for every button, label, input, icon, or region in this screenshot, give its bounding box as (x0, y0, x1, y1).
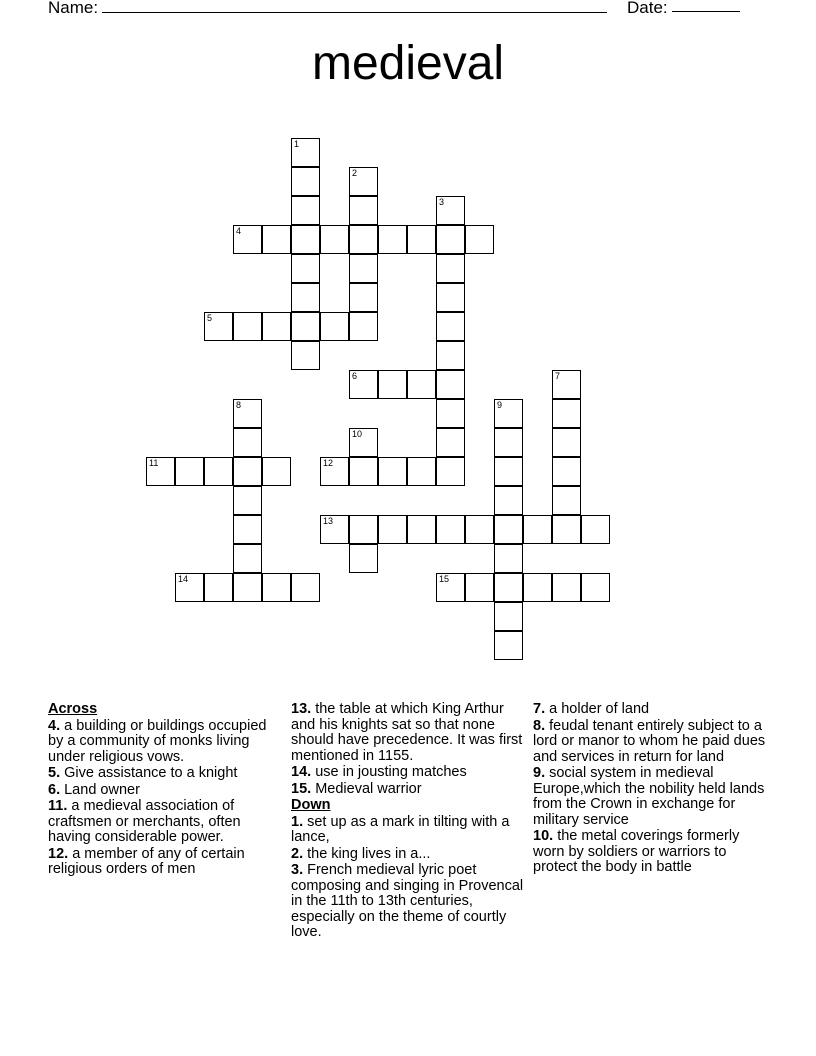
grid-cell[interactable] (552, 399, 581, 428)
clue-item (48, 766, 284, 782)
clue-item-number: 4. (48, 717, 61, 734)
grid-cell[interactable] (436, 573, 465, 602)
grid-cell[interactable] (378, 515, 407, 544)
grid-cell[interactable] (378, 457, 407, 486)
clue-number: 13 (323, 516, 334, 526)
grid-cell[interactable] (349, 457, 378, 486)
grid-cell[interactable] (436, 283, 465, 312)
puzzle-title: medieval (311, 37, 505, 90)
grid-cell[interactable] (349, 544, 378, 573)
clue-item (533, 702, 769, 718)
grid-cell[interactable] (233, 428, 262, 457)
grid-cell[interactable] (581, 515, 610, 544)
clue-item-text: Give assistance to a knight (60, 765, 238, 781)
grid-cell[interactable] (552, 515, 581, 544)
clue-item-text: set up as a mark in tilting with a lance, (291, 813, 510, 845)
clue-section-heading: Down (291, 797, 331, 813)
clue-number: 8 (236, 400, 242, 410)
grid-cell[interactable] (407, 457, 436, 486)
grid-cell[interactable] (291, 254, 320, 283)
clue-number: 1 (294, 139, 300, 149)
clue-item-number: 1. (291, 813, 304, 830)
grid-cell[interactable] (465, 225, 494, 254)
grid-cell[interactable] (436, 312, 465, 341)
header (48, 0, 748, 21)
grid-cell[interactable] (233, 544, 262, 573)
grid-cell[interactable] (552, 486, 581, 515)
date-label: Date: (627, 0, 668, 17)
grid-cell[interactable] (349, 428, 378, 457)
clue-number: 12 (323, 458, 334, 468)
clue-item-text: a member of any of certain religious orders of men (48, 845, 245, 877)
grid-cell[interactable] (494, 486, 523, 515)
grid-cell[interactable] (349, 254, 378, 283)
grid-cell[interactable] (378, 225, 407, 254)
grid-cell[interactable] (494, 457, 523, 486)
grid-cell[interactable] (233, 486, 262, 515)
clue-item-number: 3. (291, 862, 304, 878)
grid-cell[interactable] (320, 457, 349, 486)
clue-item (533, 766, 769, 828)
clue-item-text: French medieval lyric poet composing and singing in Provencal in the 11th to 13th centuries, especially on the theme of courtly love. (291, 862, 524, 940)
grid-cell[interactable] (552, 370, 581, 399)
clue-number: 4 (236, 226, 242, 236)
grid-cell[interactable] (291, 341, 320, 370)
grid-cell[interactable] (320, 515, 349, 544)
grid-cell[interactable] (378, 370, 407, 399)
grid-cell[interactable] (320, 225, 349, 254)
clue-item (291, 765, 527, 781)
clue-item (48, 719, 284, 766)
grid-cell[interactable] (349, 370, 378, 399)
grid-cell[interactable] (494, 602, 523, 631)
grid-cell[interactable] (552, 428, 581, 457)
clue-item-number: 8. (533, 717, 546, 734)
clue-number: 3 (439, 197, 445, 207)
grid-cell[interactable] (291, 283, 320, 312)
name-label: Name: (48, 0, 99, 17)
clue-item (48, 799, 284, 846)
clue-item (533, 829, 769, 876)
grid-cell[interactable] (436, 254, 465, 283)
clue-number: 14 (178, 574, 189, 584)
clue-number: 11 (149, 458, 159, 468)
grid-cell[interactable] (436, 399, 465, 428)
clue-item (291, 782, 527, 798)
grid-cell[interactable] (146, 457, 175, 486)
grid-cell[interactable] (349, 167, 378, 196)
clue-item-text: the metal coverings formerly worn by soldiers or warriors to protect the body in battle (533, 828, 740, 875)
clue-item-text: social system in medieval Europe,which the nobility held lands from the Crown in exchange for military service (533, 765, 765, 828)
clues-column-1 (48, 702, 284, 879)
clue-item-number: 12. (48, 845, 69, 862)
clue-item-text: the table at which King Arthur and his knights sat so that none should have precedence. It was first mentioned in 1155. (291, 701, 523, 764)
grid-cell[interactable] (291, 138, 320, 167)
grid-cell[interactable] (291, 196, 320, 225)
clues-column-3 (533, 702, 769, 877)
clue-item (48, 847, 284, 878)
clue-item-text: the king lives in a... (303, 845, 431, 862)
clue-item-number: 2. (291, 845, 304, 862)
clue-item (291, 847, 527, 863)
grid-cell[interactable] (262, 457, 291, 486)
clue-item-text: a building or buildings occupied by a community of monks living under religious vows. (48, 717, 267, 765)
clue-number: 15 (439, 574, 450, 584)
grid-cell[interactable] (436, 196, 465, 225)
grid-cell[interactable] (436, 341, 465, 370)
clue-item-number: 10. (533, 828, 554, 844)
grid-cell[interactable] (494, 399, 523, 428)
grid-cell[interactable] (291, 573, 320, 602)
clue-item-number: 6. (48, 781, 61, 798)
grid-cell[interactable] (436, 457, 465, 486)
grid-cell[interactable] (233, 573, 262, 602)
grid-cell[interactable] (262, 312, 291, 341)
grid-cell[interactable] (436, 515, 465, 544)
grid-cell[interactable] (349, 283, 378, 312)
grid-cell[interactable] (552, 573, 581, 602)
clue-item-text: use in jousting matches (311, 764, 467, 780)
grid-cell[interactable] (233, 457, 262, 486)
grid-cell[interactable] (436, 428, 465, 457)
grid-cell[interactable] (291, 225, 320, 254)
clue-item (291, 815, 527, 846)
clue-number: 9 (497, 400, 503, 410)
grid-cell[interactable] (465, 515, 494, 544)
clue-item (48, 783, 284, 799)
clue-section-heading: Across (48, 701, 98, 717)
clue-item-text: feudal tenant entirely subject to a lord or manor to whom he paid dues and services in return for land (533, 717, 766, 765)
grid-cell[interactable] (349, 515, 378, 544)
grid-cell[interactable] (175, 457, 204, 486)
grid-cell[interactable] (552, 457, 581, 486)
grid-cell[interactable] (204, 573, 233, 602)
grid-cell[interactable] (494, 544, 523, 573)
grid-cell[interactable] (233, 312, 262, 341)
clue-item-number: 15. (291, 780, 312, 797)
grid-cell[interactable] (494, 631, 523, 660)
grid-cell[interactable] (581, 573, 610, 602)
grid-cell[interactable] (320, 312, 349, 341)
grid-cell[interactable] (204, 312, 233, 341)
clue-item-number: 13. (291, 701, 312, 717)
clue-item-text: Land owner (60, 781, 140, 798)
grid-cell[interactable] (291, 167, 320, 196)
grid-cell[interactable] (494, 515, 523, 544)
clue-number: 2 (352, 168, 358, 178)
grid-cell[interactable] (349, 225, 378, 254)
clue-item (533, 719, 769, 766)
clue-number: 5 (207, 313, 213, 323)
grid-cell[interactable] (262, 225, 291, 254)
clues-column-2 (291, 702, 527, 942)
grid-cell[interactable] (407, 515, 436, 544)
grid-cell[interactable] (465, 573, 494, 602)
clue-item-number: 5. (48, 765, 61, 781)
date-field-line[interactable] (672, 0, 740, 12)
clue-item (291, 863, 527, 941)
grid-cell[interactable] (494, 428, 523, 457)
grid-cell[interactable] (494, 573, 523, 602)
clue-item-number: 14. (291, 764, 312, 780)
clue-item-number: 7. (533, 701, 546, 717)
clue-item-text: Medieval warrior (311, 780, 422, 797)
clue-number: 7 (555, 371, 561, 381)
clue-item-number: 9. (533, 765, 546, 781)
grid-cell[interactable] (291, 312, 320, 341)
grid-cell[interactable] (204, 457, 233, 486)
grid-cell[interactable] (407, 370, 436, 399)
grid-cell[interactable] (349, 196, 378, 225)
clue-item-number: 11. (48, 798, 68, 814)
clue-number: 10 (352, 429, 363, 439)
clue-item-text: a holder of land (545, 701, 650, 717)
grid-cell[interactable] (523, 573, 552, 602)
clue-item (291, 702, 527, 764)
grid-cell[interactable] (262, 573, 291, 602)
grid-cell[interactable] (233, 399, 262, 428)
grid-cell[interactable] (523, 515, 552, 544)
grid-cell[interactable] (233, 515, 262, 544)
clue-item-text: a medieval association of craftsmen or merchants, often having considerable power. (48, 798, 241, 845)
grid-cell[interactable] (233, 225, 262, 254)
grid-cell[interactable] (175, 573, 204, 602)
grid-cell[interactable] (436, 225, 465, 254)
grid-cell[interactable] (349, 312, 378, 341)
name-field-line[interactable] (102, 0, 607, 13)
grid-cell[interactable] (436, 370, 465, 399)
clue-number: 6 (352, 371, 358, 381)
grid-cell[interactable] (407, 225, 436, 254)
